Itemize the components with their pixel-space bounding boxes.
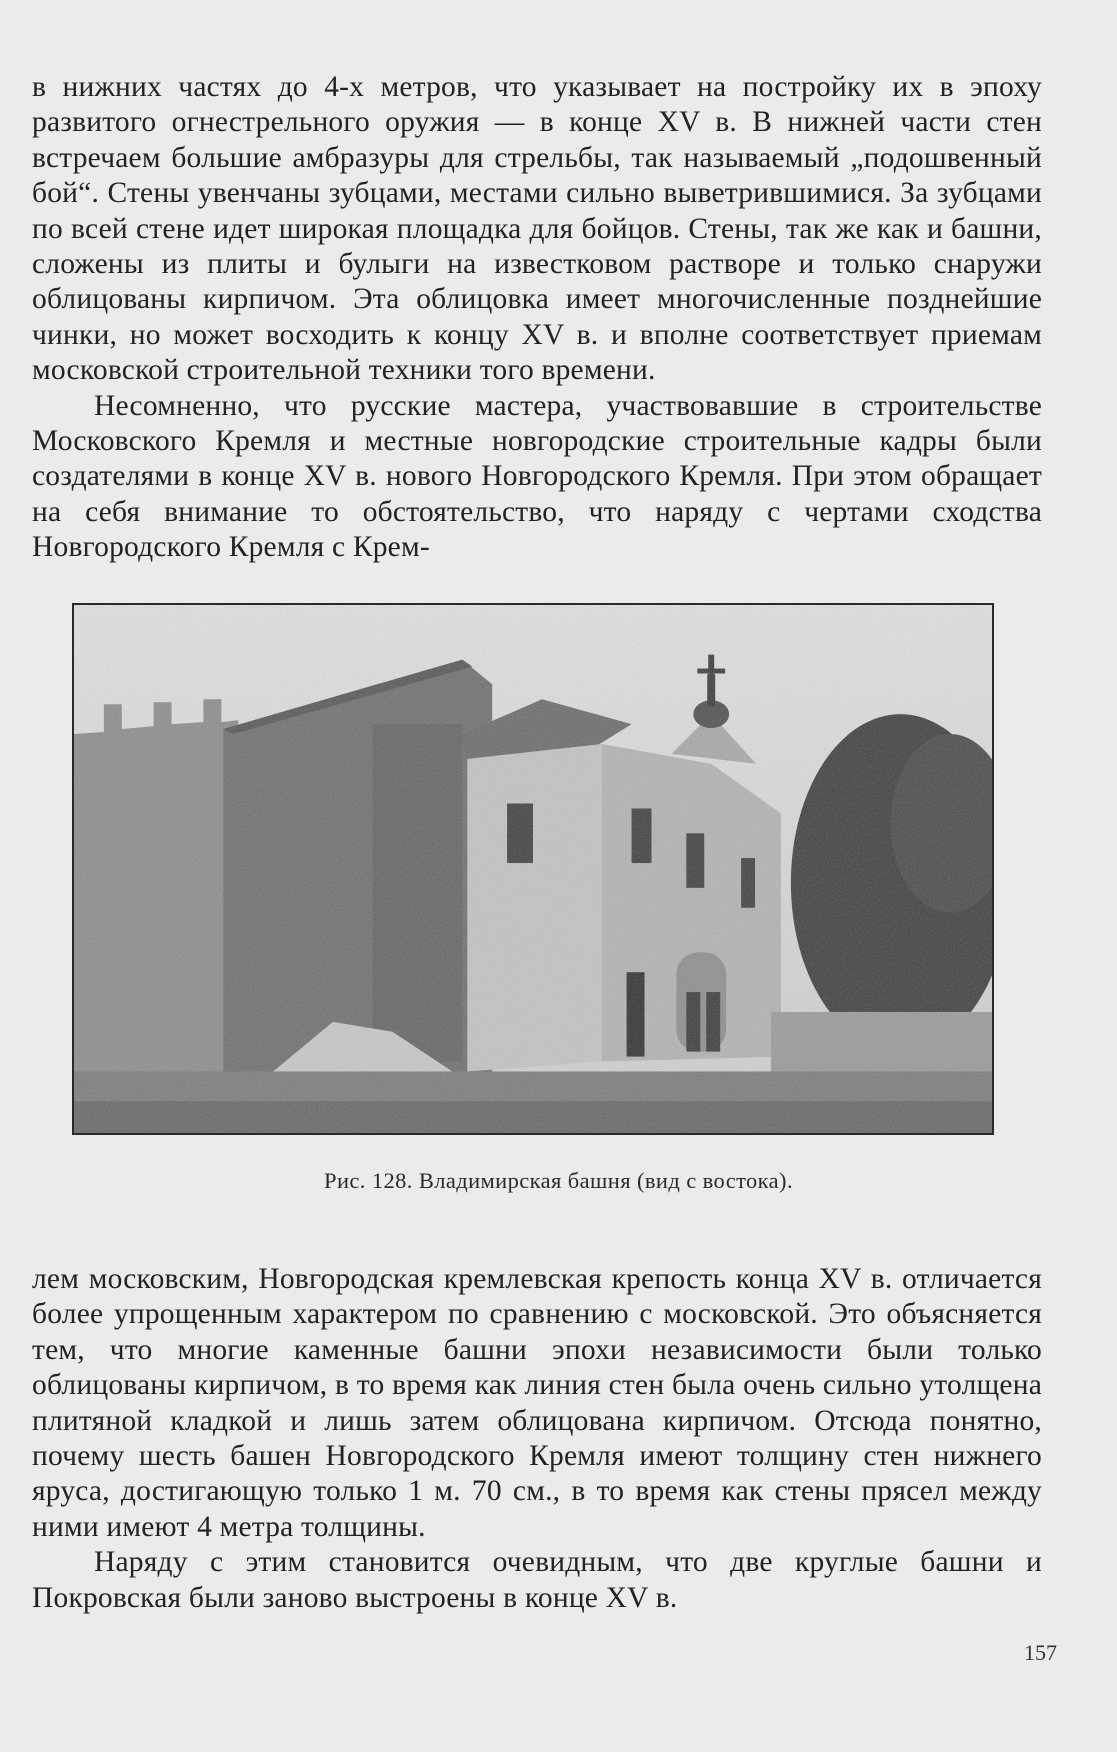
figure-photograph: [72, 603, 994, 1135]
paragraph: в нижних частях до 4-х метров, что указывает на постройку их в эпоху развитого огнестрельного оружия — в конце XV в. В нижней части стен встречаем большие амбразуры для стрельбы, так называемый „подошвенный бой“. Стены увенчаны зубцами, местами сильно выветрившимися. За зубцами по всей стене идет широкая площадка для бойцов. Стены, так же как и башни, сложены из плиты и булыги на известковом растворе и только снаружи облицованы кирпичом. Эта облицовка имеет многочисленные позднейшие чинки, но может восходить к концу XV в. и вполне соответствует приемам московской строительной техники того времени.: [32, 71, 1042, 387]
paragraph: Несомненно, что русские мастера, участвовавшие в строительстве Московского Кремля и местные новгородские строительные кадры были создателями в конце XV в. нового Новгородского Кремля. При этом обращает на себя внимание то обстоятельство, что наряду с чертами сходства Новгородского Кремля с Крем-: [32, 389, 1042, 564]
paragraph: лем московским, Новгородская кремлевская крепость конца XV в. отличается более упрощенным характером по сравнению с московской. Это объясняется тем, что многие каменные башни эпохи независимости были только облицованы кирпичом, в то время как линия стен была очень сильно утолщена плитяной кладкой и лишь затем облицована кирпичом. Отсюда понятно, почему шесть башен Новгородского Кремля имеют толщину стен нижнего яруса, достигающую только 1 м. 70 см., в то время как стены прясел между ними имеют 4 метра толщины.: [32, 1263, 1042, 1543]
paragraph: Наряду с этим становится очевидным, что две круглые башни и Покровская были заново выстроены в конце XV в.: [32, 1546, 1042, 1614]
figure-caption: Рис. 128. Владимирская башня (вид с востока).: [324, 1168, 793, 1193]
text-block-bottom: [32, 1262, 1042, 1616]
page-number: 157: [1024, 1640, 1057, 1665]
tower-photo: [74, 605, 992, 1133]
text-block-top: [32, 70, 1042, 566]
